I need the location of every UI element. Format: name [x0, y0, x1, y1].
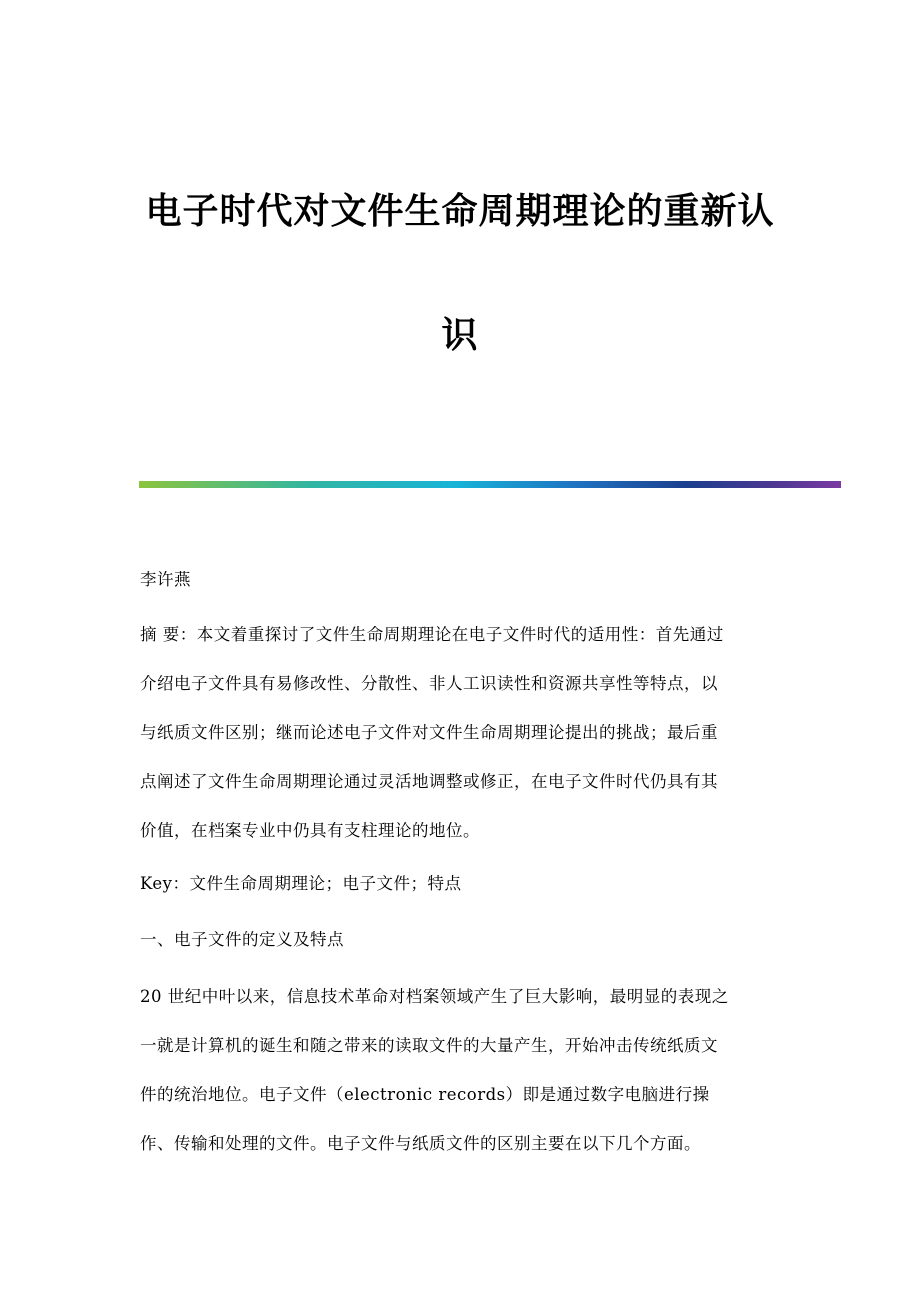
author-name: 李许燕 [140, 570, 191, 589]
keywords-line: Key：文件生命周期理论；电子文件；特点 [140, 874, 462, 893]
body-line: 作、传输和处理的文件。电子文件与纸质文件的区别主要在以下几个方面。 [140, 1134, 701, 1153]
document-title-line-1: 电子时代对文件生命周期理论的重新认 [145, 191, 775, 232]
abstract-line: 介绍电子文件具有易修改性、分散性、非人工识读性和资源共享性等特点，以 [140, 674, 718, 693]
abstract-line: 摘 要：本文着重探讨了文件生命周期理论在电子文件时代的适用性：首先通过 [140, 625, 724, 644]
section-heading: 一、电子文件的定义及特点 [140, 930, 344, 949]
gradient-divider [139, 481, 841, 488]
abstract-line: 点阐述了文件生命周期理论通过灵活地调整或修正，在电子文件时代仍具有其 [140, 772, 718, 791]
body-line: 20 世纪中叶以来，信息技术革命对档案领域产生了巨大影响，最明显的表现之 [140, 987, 729, 1006]
abstract-line: 价值，在档案专业中仍具有支柱理论的地位。 [140, 821, 480, 840]
body-line: 件的统治地位。电子文件（electronic records）即是通过数字电脑进行操 [140, 1085, 710, 1104]
document-title-line-2: 识 [441, 315, 479, 356]
body-line: 一就是计算机的诞生和随之带来的读取文件的大量产生，开始冲击传统纸质文 [140, 1036, 718, 1055]
abstract-line: 与纸质文件区别；继而论述电子文件对文件生命周期理论提出的挑战；最后重 [140, 723, 718, 742]
